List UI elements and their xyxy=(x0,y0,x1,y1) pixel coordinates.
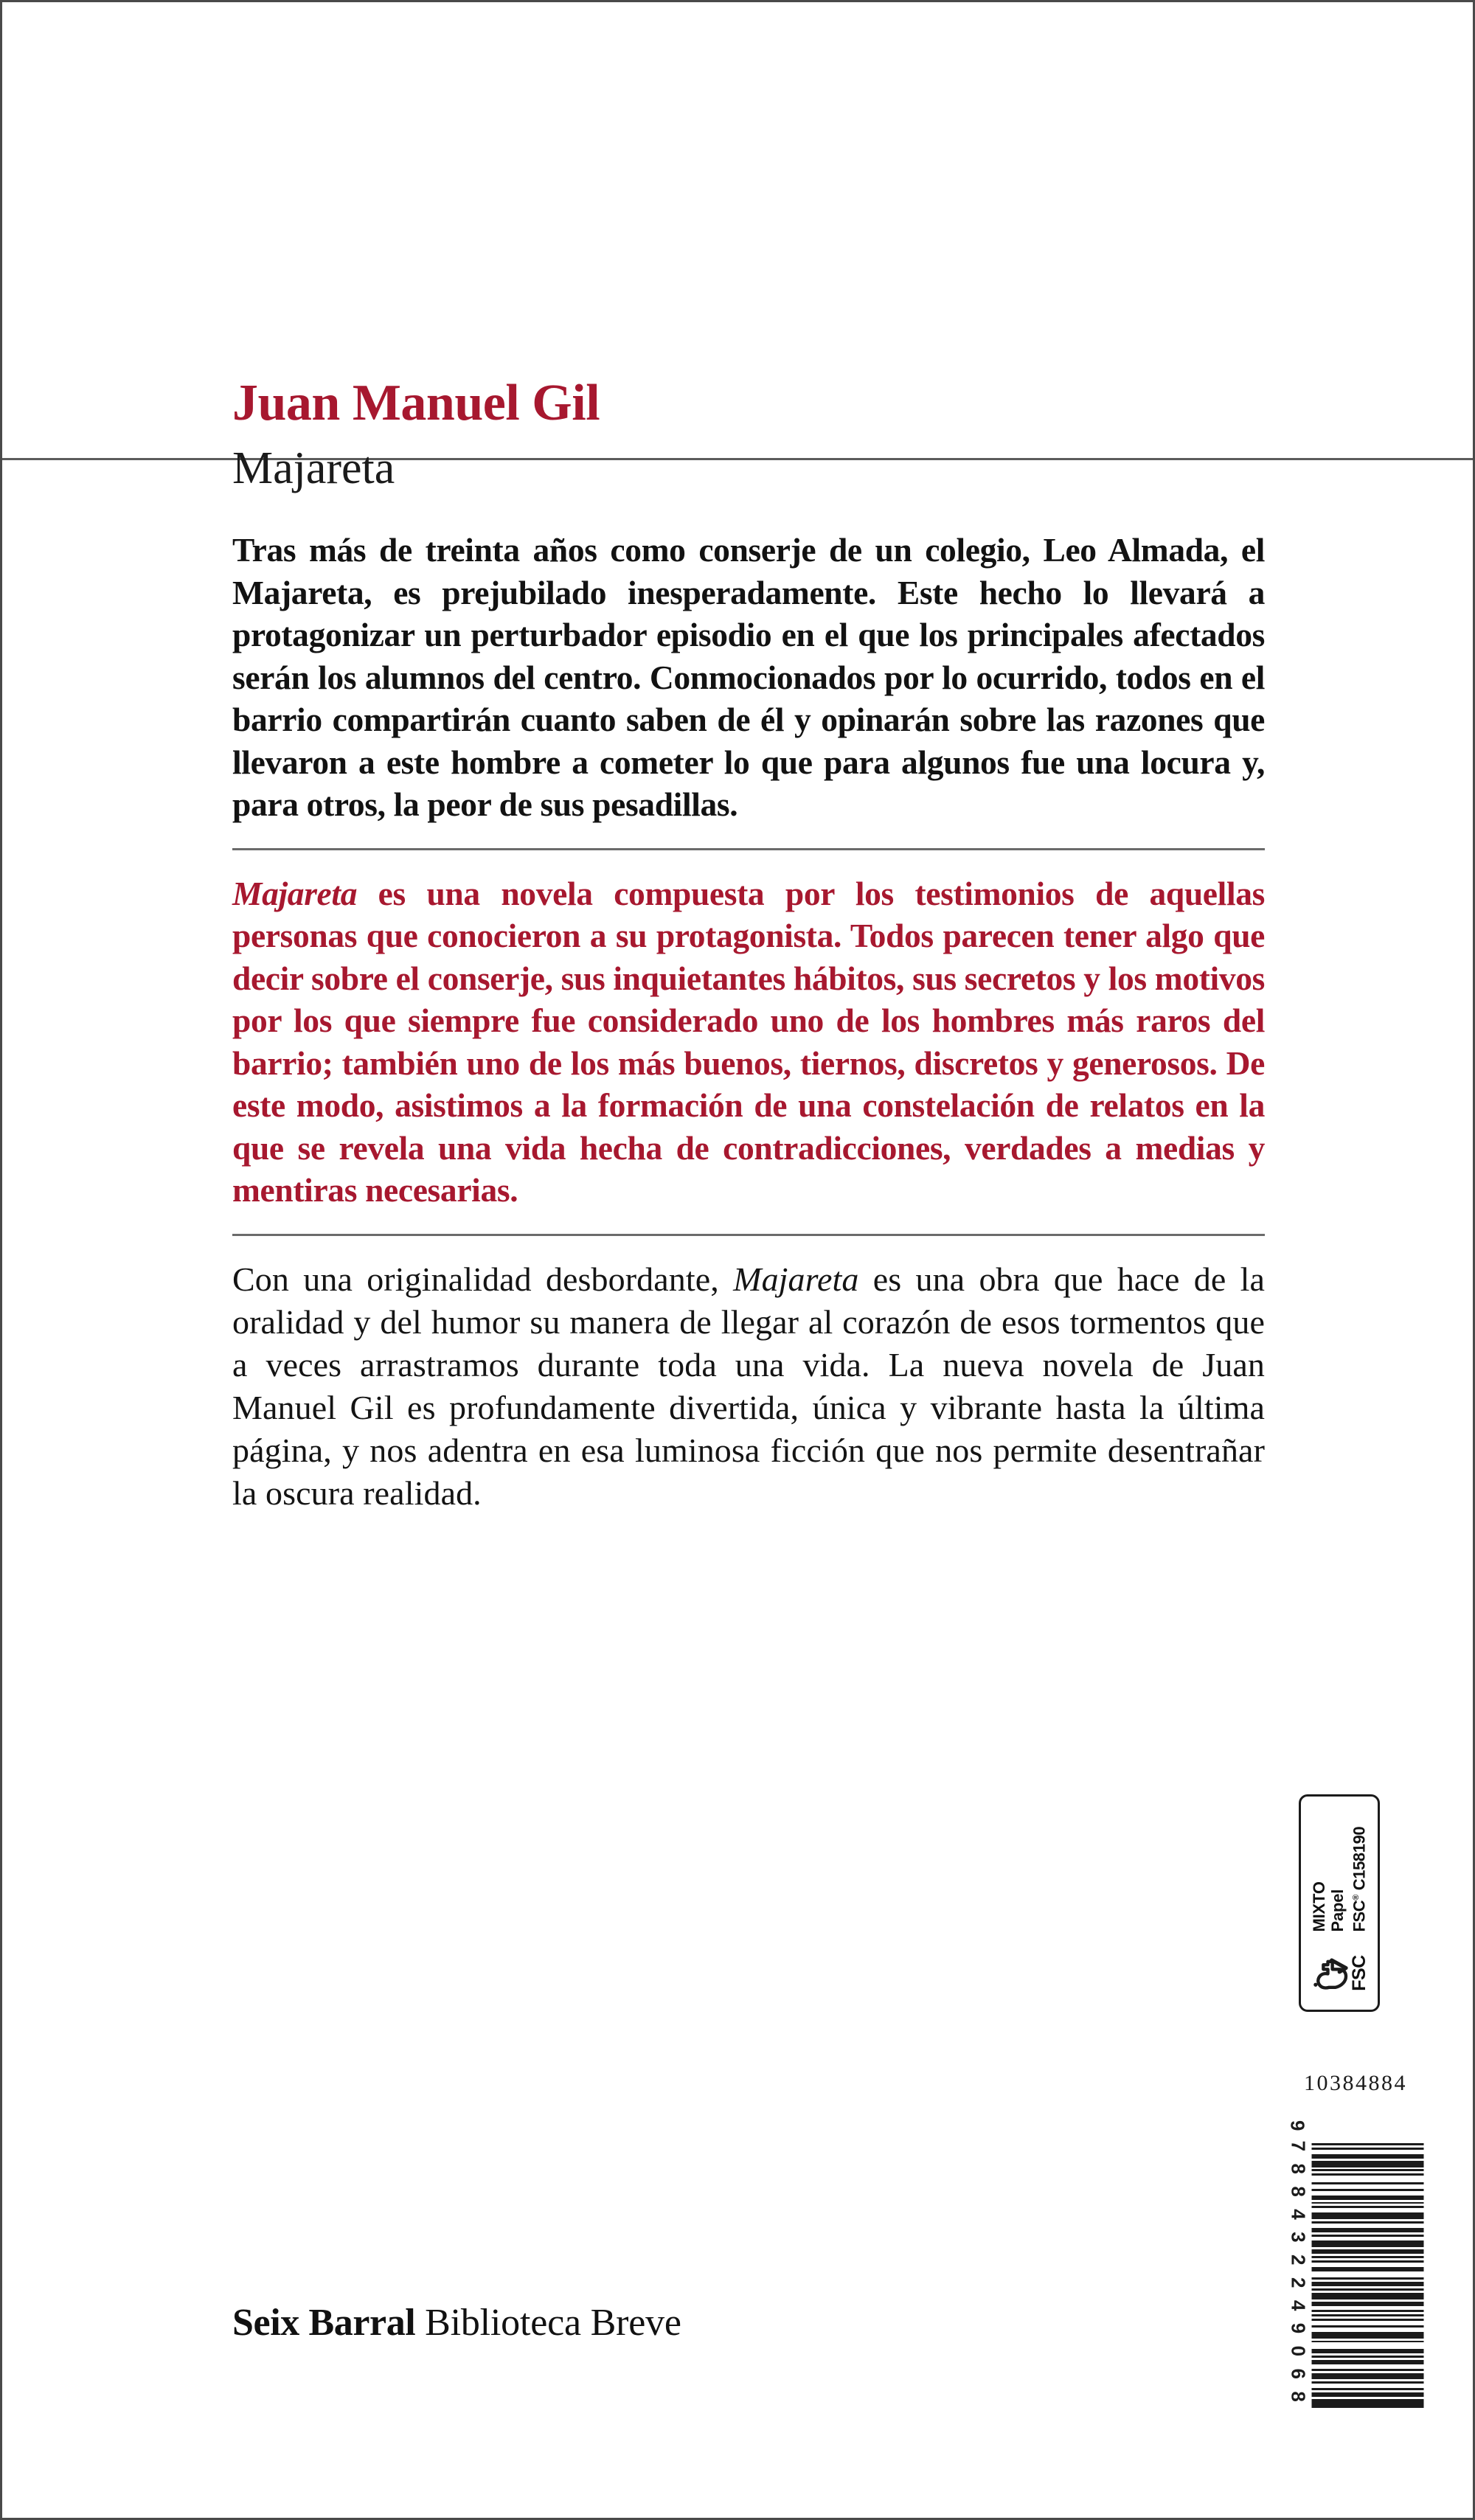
fsc-certification-badge xyxy=(1299,1794,1380,2012)
blurb-paragraph-1: Tras más de treinta años como conserje de un colegio, Leo Almada, el Majareta, es prejubilado inesperadamente. Este hecho lo llevará a protagonizar un perturbador episodio en el que los principales afectados serán los alumnos del centro. Conmocionados por lo ocurrido, todos en el barrio compartirán cuanto saben de él y opinarán sobre las razones que llevaron a este hombre a cometer lo que para algunos fue una locura y, para otros, la peor de sus pesadillas. xyxy=(232,531,1265,823)
fsc-code-value: C158190 xyxy=(1350,1826,1369,1895)
barcode-bars xyxy=(1311,2134,1423,2408)
barcode-digit: 8 xyxy=(1287,2163,1309,2175)
barcode-digits-left xyxy=(1287,2134,1309,2271)
fsc-text-group xyxy=(1301,1797,1378,1937)
barcode-digit: 3 xyxy=(1287,2232,1309,2243)
publisher-logo xyxy=(232,2302,681,2344)
barcode-digit: 2 xyxy=(1287,2277,1309,2288)
barcode-bar xyxy=(1311,2342,1423,2349)
paragraph-divider-2 xyxy=(232,1234,1265,1236)
barcode-digit: 0 xyxy=(1287,2345,1309,2357)
barcode-digit: 4 xyxy=(1287,2299,1309,2311)
blurb-paragraph-2 xyxy=(232,872,1265,1212)
barcode-bar xyxy=(1311,2134,1423,2143)
barcode-digit: 9 xyxy=(1287,2322,1309,2334)
barcode-rotated-group xyxy=(1287,2120,1423,2408)
blurb-3-part-2: es una obra que hace de la oralidad y del humor su manera de llegar al corazón de esos tormentos que a veces arrastramos durante toda una vida. La nueva novela de Juan Manuel Gil es profundamente divertida, única y vibrante hasta la última página, y nos adentra en esa luminosa ficción que nos permite desentrañar la oscura realidad. xyxy=(232,1260,1265,1512)
fsc-line-papel: Papel xyxy=(1328,1889,1347,1931)
barcode-bar xyxy=(1311,2161,1423,2167)
author-name: Juan Manuel Gil xyxy=(232,375,600,431)
fsc-logo-group xyxy=(1301,1937,1378,2010)
fsc-code-prefix: FSC xyxy=(1350,1900,1369,1931)
barcode-bar xyxy=(1311,2332,1423,2339)
barcode-bar xyxy=(1311,2399,1423,2408)
barcode-bar xyxy=(1311,2212,1423,2219)
blurb-3-part-1: Con una originalidad desbordante, xyxy=(232,1260,734,1298)
barcode-bar xyxy=(1311,2176,1423,2182)
blurb-3-title-italic: Majareta xyxy=(733,1260,859,1298)
barcode-bar xyxy=(1311,2271,1423,2278)
fsc-logo-text: FSC xyxy=(1349,1954,1370,1991)
fsc-badge-box xyxy=(1299,1794,1380,2012)
barcode-bar xyxy=(1311,2240,1423,2247)
publisher-brand: Seix Barral xyxy=(232,2302,416,2344)
barcode-digit: 8 xyxy=(1287,2391,1309,2402)
isbn-barcode xyxy=(1287,2120,1423,2408)
barcode-main xyxy=(1287,2134,1423,2408)
barcode-digit: 7 xyxy=(1287,2140,1309,2152)
barcode-digit: 4 xyxy=(1287,2209,1309,2220)
catalogue-number: 10384884 xyxy=(1304,2071,1407,2095)
publisher-imprint: Biblioteca Breve xyxy=(415,2302,681,2344)
cover-content xyxy=(232,377,1265,1515)
blurb-2-title-italic: Majareta xyxy=(232,874,358,912)
barcode-digits-right xyxy=(1287,2271,1309,2408)
barcode-bar xyxy=(1311,2293,1423,2299)
barcode-digits xyxy=(1287,2134,1309,2408)
fsc-line-code xyxy=(1347,1797,1369,1931)
fsc-badge-inner xyxy=(1301,1797,1378,2010)
book-title: Majareta xyxy=(232,443,395,493)
barcode-digit: 2 xyxy=(1287,2255,1309,2266)
barcode-bar xyxy=(1311,2373,1423,2380)
fsc-tree-checkmark-icon xyxy=(1310,1952,1351,1993)
barcode-digit: 6 xyxy=(1287,2368,1309,2379)
fsc-line-mixto: MIXTO xyxy=(1309,1881,1328,1931)
blurb-2-rest: es una novela compuesta por los testimonios de aquellas personas que conocieron a su protagonista. Todos parecen tener algo que decir sobre el conserje, sus inquietantes hábitos, sus secretos y los motivos por los que siempre fue considerado uno de los hombres más raros del barrio; también uno de los más buenos, tiernos, discretos y generosos. De este modo, asistimos a la formación de una constelación de relatos en la que se revela una vida hecha de contradicciones, verdades a medias y mentiras necesarias. xyxy=(232,874,1265,1209)
blurb-paragraph-3 xyxy=(232,1258,1265,1515)
fsc-registered-mark: ® xyxy=(1351,1894,1361,1901)
barcode-digit: 8 xyxy=(1287,2186,1309,2197)
barcode-lead-digit: 9 xyxy=(1286,2120,1308,2131)
paragraph-divider-1 xyxy=(232,848,1265,850)
